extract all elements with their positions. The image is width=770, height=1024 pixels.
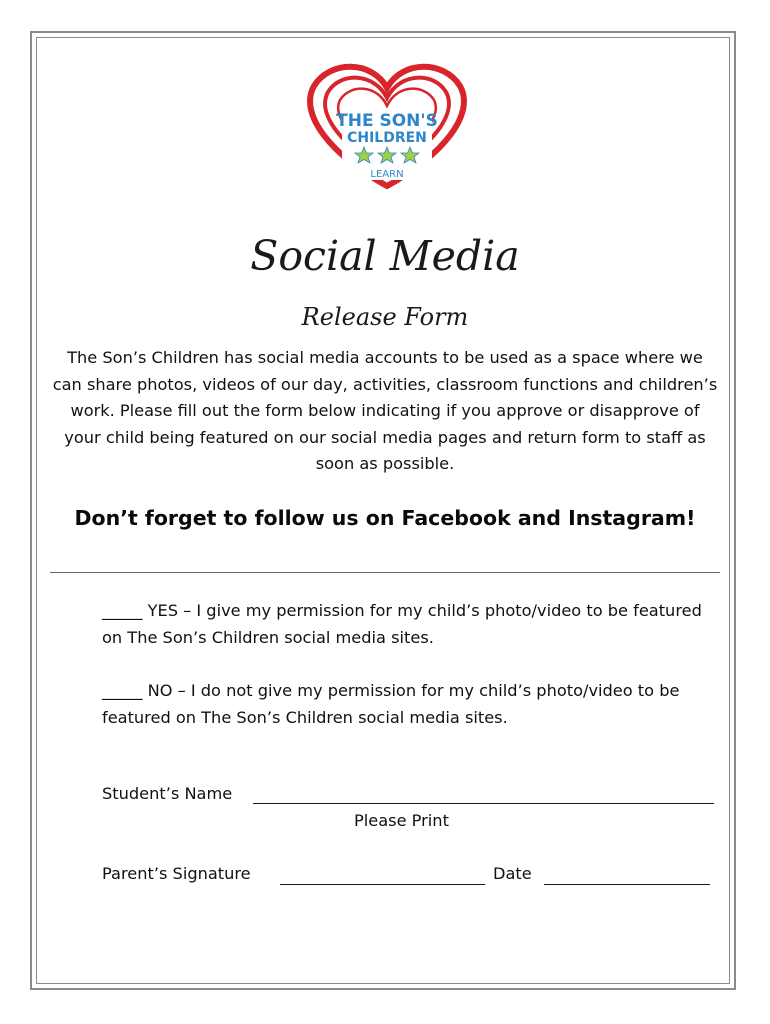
page-title: Social Media xyxy=(250,232,520,280)
sons-children-logo xyxy=(302,58,472,190)
logo-text-line3: LEARN xyxy=(370,169,404,180)
section-divider xyxy=(50,572,720,573)
logo-text-line2: CHILDREN xyxy=(347,130,427,146)
no-option-text: NO – I do not give my permission for my child’s photo/video to be featured on The Son’s Children social media sites. xyxy=(102,681,680,727)
permission-no-option xyxy=(102,678,702,731)
follow-us-callout: Don’t forget to follow us on Facebook and Instagram! xyxy=(74,506,696,530)
yes-option-text: YES – I give my permission for my child’s photo/video to be featured on The Son’s Children social media sites. xyxy=(102,601,702,647)
parent-signature-label: Parent’s Signature xyxy=(102,864,251,883)
yes-checkbox-blank[interactable]: _____ xyxy=(102,601,143,620)
permission-yes-option xyxy=(102,598,702,651)
please-print-hint: Please Print xyxy=(354,811,449,830)
student-name-field[interactable] xyxy=(253,803,714,804)
page-subtitle: Release Form xyxy=(301,303,469,331)
date-label: Date xyxy=(493,864,532,883)
parent-signature-field[interactable] xyxy=(280,884,485,885)
intro-paragraph: The Son’s Children has social media accounts to be used as a space where we can share photos, videos of our day, activities, classroom functions and children’s work. Please fill out the form below indicating if you approve or disapprove of your child being featured on our social media pages and return form to staff as soon as possible. xyxy=(52,348,718,473)
date-field[interactable] xyxy=(544,884,710,885)
no-checkbox-blank[interactable]: _____ xyxy=(102,681,143,700)
logo-text-line1: THE SON'S xyxy=(336,111,438,131)
student-name-label: Student’s Name xyxy=(102,784,233,803)
